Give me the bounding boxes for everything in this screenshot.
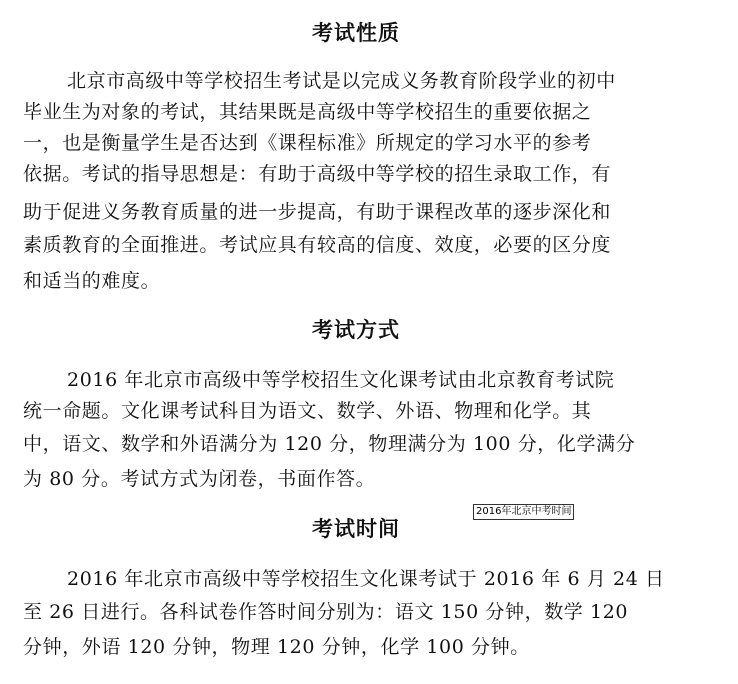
paragraph-line: 分钟，外语 120 分钟，物理 120 分钟，化学 100 分钟。 bbox=[23, 636, 530, 658]
paragraph-line: 中，语文、数学和外语满分为 120 分，物理满分为 100 分，化学满分 bbox=[23, 433, 636, 455]
paragraph-line: 助于促进义务教育质量的进一步提高，有助于课程改革的逐步深化和 bbox=[23, 201, 612, 223]
paragraph-line: 为 80 分。考试方式为闭卷，书面作答。 bbox=[23, 468, 376, 490]
paragraph-line: 北京市高级中等学校招生考试是以完成义务教育阶段学业的初中 bbox=[67, 70, 616, 92]
caption-label: 2016年北京中考时间 bbox=[473, 504, 574, 520]
paragraph-line: 依据。考试的指导思想是：有助于高级中等学校的招生录取工作，有 bbox=[23, 163, 612, 185]
paragraph-line: 毕业生为对象的考试，其结果既是高级中等学校招生的重要依据之 bbox=[23, 101, 592, 123]
paragraph-line: 一，也是衡量学生是否达到《课程标准》所规定的学习水平的参考 bbox=[23, 132, 592, 154]
section-heading-time: 考试时间 bbox=[312, 517, 400, 541]
paragraph-line: 统一命题。文化课考试科目为语文、数学、外语、物理和化学。其 bbox=[23, 400, 592, 422]
section-heading-nature: 考试性质 bbox=[312, 21, 400, 45]
paragraph-line: 素质教育的全面推进。考试应具有较高的信度、效度，必要的区分度 bbox=[23, 234, 612, 256]
paragraph-line: 至 26 日进行。各科试卷作答时间分别为：语文 150 分钟，数学 120 bbox=[23, 601, 629, 623]
paragraph-line: 2016 年北京市高级中等学校招生文化课考试于 2016 年 6 月 24 日 bbox=[67, 568, 665, 590]
paragraph-line: 和适当的难度。 bbox=[23, 270, 161, 292]
section-heading-method: 考试方式 bbox=[312, 318, 400, 342]
paragraph-line: 2016 年北京市高级中等学校招生文化课考试由北京教育考试院 bbox=[67, 369, 615, 391]
